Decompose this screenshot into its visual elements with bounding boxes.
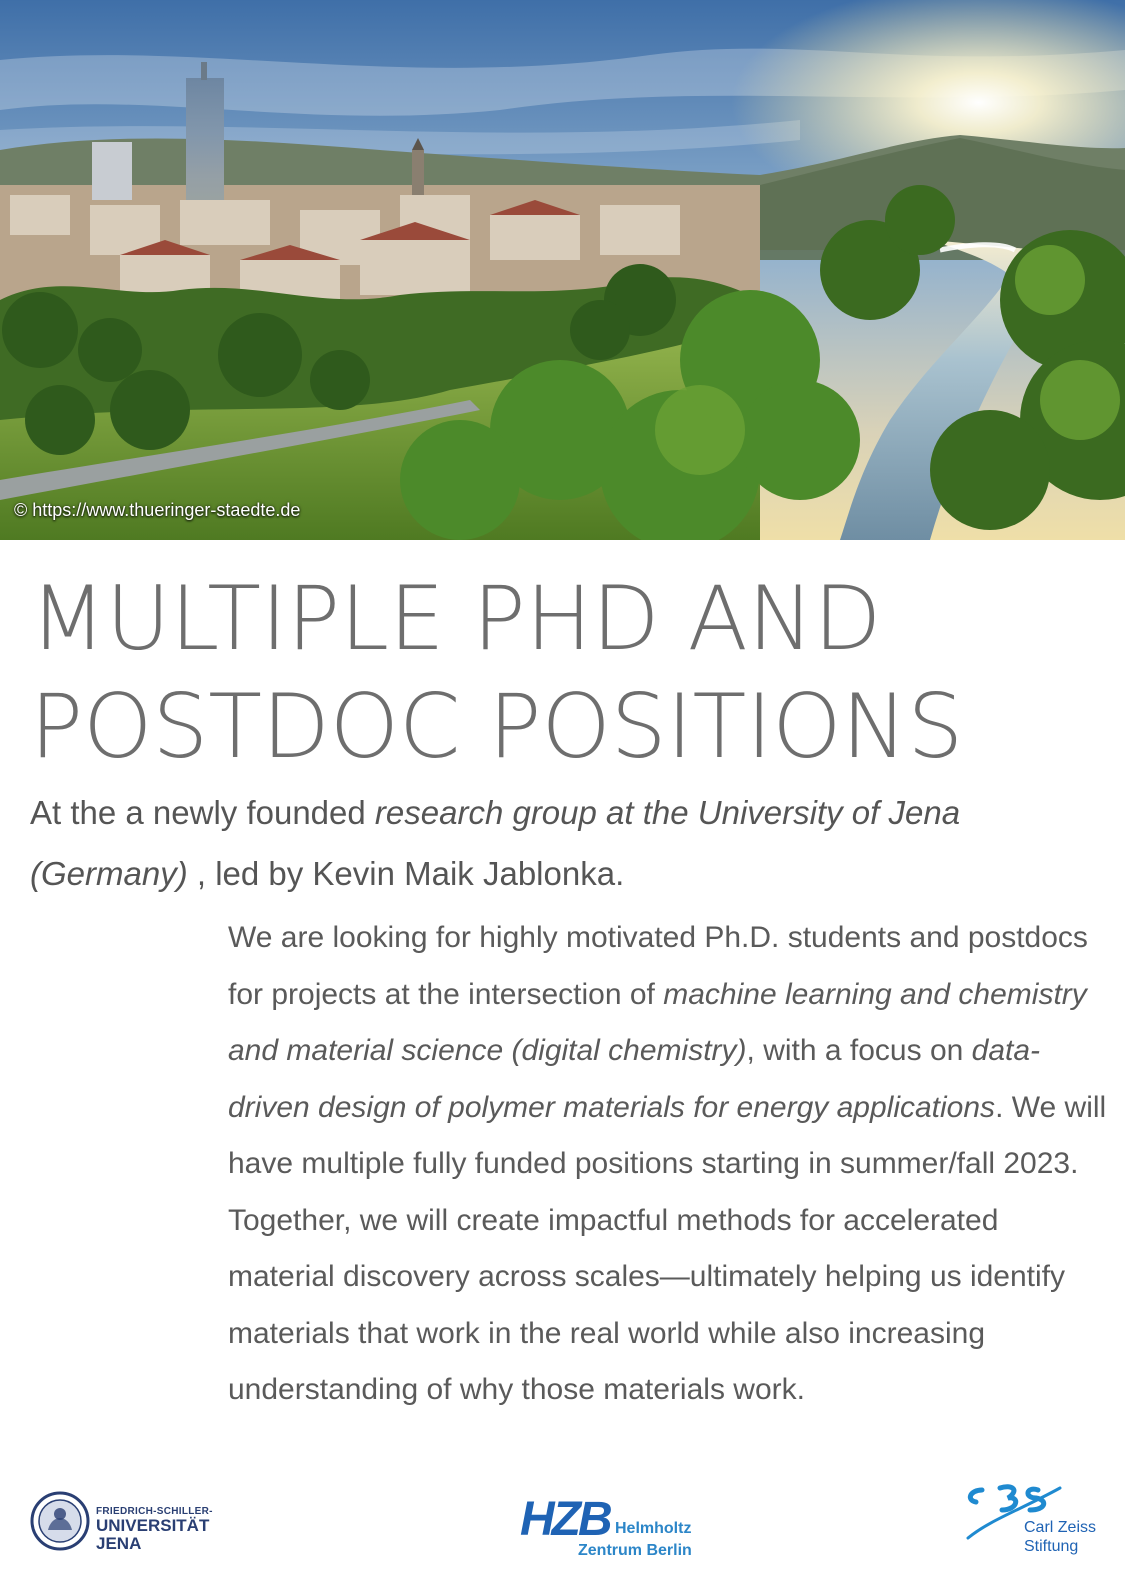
- body-text-1: We are looking for highly motivated Ph.D. students and postdocs for projects at the intersection of: [228, 921, 1088, 1011]
- body-text-3: , with a focus on: [746, 1034, 972, 1067]
- uni-seal-icon: [30, 1490, 90, 1552]
- body-text-5: . We will have multiple fully funded positions starting in summer/fall 2023. Together, we will create impactful methods for accelerated material discovery across scales—ultimately helping us identify materials that work in the real world while also increasing understanding of why those materials work.: [228, 1090, 1107, 1406]
- body-text-italic-1: machine learning and chemistry and material science (digital chemistry): [228, 977, 1087, 1067]
- czs-line-2: Stiftung: [1024, 1538, 1079, 1555]
- lead-text-3: , led by Kevin Maik Jablonka.: [187, 855, 625, 892]
- uni-jena-logo: [30, 1490, 230, 1560]
- title-line-2: POSTDOC POSITIONS: [30, 675, 964, 778]
- hzb-logo: [520, 1480, 720, 1570]
- uni-wordmark: [96, 1506, 213, 1553]
- czs-wordmark: [1024, 1518, 1096, 1556]
- description-paragraph: [228, 910, 1108, 1419]
- photo-credit: © https://www.thueringer-staedte.de: [14, 500, 301, 520]
- hzb-mark: HZB: [520, 1493, 610, 1546]
- title-line-1: MULTIPLE PHD AND: [30, 567, 882, 670]
- hzb-line-2: Zentrum Berlin: [578, 1542, 692, 1559]
- hero-city-photo: [0, 0, 1125, 540]
- uni-line-2: UNIVERSITÄT: [96, 1516, 210, 1535]
- czs-line-1: Carl Zeiss: [1024, 1519, 1097, 1536]
- logo-footer: [0, 1480, 1125, 1580]
- lead-text-1: At the a newly founded: [30, 794, 375, 831]
- body-text-italic-2: data-driven design of polymer materials for energy applications: [228, 1034, 1041, 1124]
- lead-paragraph: [30, 782, 1100, 904]
- uni-line-1: FRIEDRICH-SCHILLER-: [96, 1506, 213, 1517]
- uni-line-3: JENA: [96, 1534, 142, 1553]
- page-title: [30, 565, 963, 781]
- lead-text-italic: research group at the University of Jena (Germany): [30, 794, 961, 892]
- hzb-line-1: Helmholtz: [615, 1520, 692, 1537]
- carl-zeiss-stiftung-logo: [960, 1480, 1120, 1580]
